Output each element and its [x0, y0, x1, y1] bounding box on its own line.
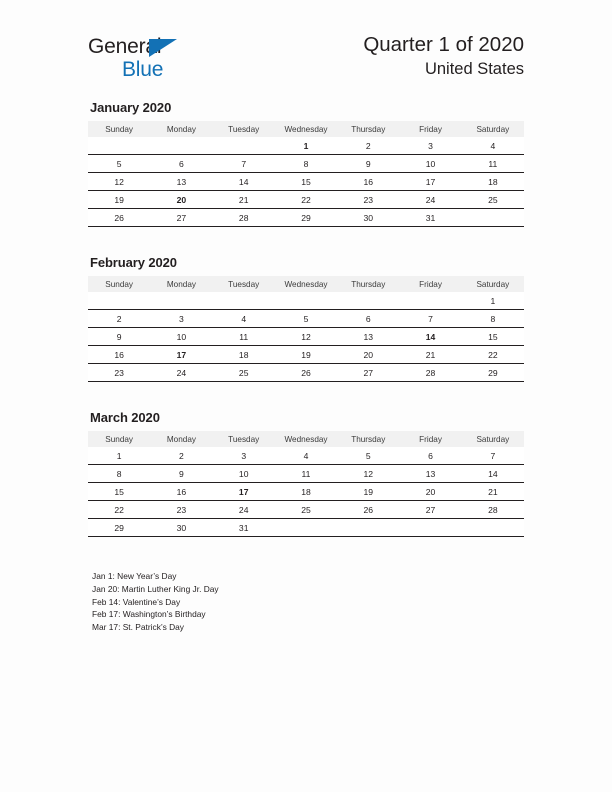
day-cell[interactable]: 17 [399, 173, 461, 191]
day-cell[interactable]: 18 [213, 346, 275, 364]
calendar-week-row [88, 465, 524, 483]
day-cell[interactable]: 30 [337, 209, 399, 227]
weekday-header-friday: Friday [399, 276, 461, 292]
day-cell[interactable]: 14 [462, 465, 524, 483]
day-cell[interactable]: 10 [213, 465, 275, 483]
day-cell-empty [213, 292, 275, 310]
day-cell[interactable]: 29 [462, 364, 524, 382]
day-cell[interactable]: 13 [337, 328, 399, 346]
weekday-header-monday: Monday [150, 276, 212, 292]
calendar-head [88, 431, 524, 447]
day-cell[interactable]: 9 [337, 155, 399, 173]
calendar-week-row [88, 501, 524, 519]
day-cell[interactable]: 18 [275, 483, 337, 501]
day-cell[interactable]: 27 [399, 501, 461, 519]
day-cell-holiday[interactable]: 14 [399, 328, 461, 346]
weekday-header-thursday: Thursday [337, 276, 399, 292]
day-cell[interactable]: 5 [275, 310, 337, 328]
day-cell-empty [462, 519, 524, 537]
day-cell[interactable]: 2 [150, 447, 212, 465]
calendar-week-row [88, 447, 524, 465]
day-cell[interactable]: 31 [399, 209, 461, 227]
day-cell[interactable]: 20 [399, 483, 461, 501]
title-block [363, 32, 524, 80]
page-header [88, 32, 524, 90]
calendar-week-row [88, 519, 524, 537]
day-cell[interactable]: 25 [213, 364, 275, 382]
month-title: February 2020 [90, 255, 177, 270]
day-cell[interactable]: 5 [88, 155, 150, 173]
calendar-body [88, 137, 524, 227]
weekday-header-monday: Monday [150, 121, 212, 137]
calendar-week-row [88, 209, 524, 227]
calendar-week-row [88, 364, 524, 382]
day-cell[interactable]: 29 [275, 209, 337, 227]
calendar-week-row [88, 137, 524, 155]
day-cell[interactable]: 26 [88, 209, 150, 227]
day-cell[interactable]: 18 [462, 173, 524, 191]
calendar-table [88, 276, 524, 382]
page-subtitle: United States [424, 60, 524, 78]
month-title: January 2020 [90, 100, 172, 115]
weekday-header-monday: Monday [150, 431, 212, 447]
day-cell[interactable]: 15 [275, 173, 337, 191]
day-cell[interactable]: 9 [88, 328, 150, 346]
day-cell[interactable]: 12 [88, 173, 150, 191]
calendar-body [88, 292, 524, 382]
day-cell[interactable]: 25 [275, 501, 337, 519]
day-cell[interactable]: 21 [399, 346, 461, 364]
day-cell-holiday[interactable]: 1 [275, 137, 337, 155]
weekday-header-tuesday: Tuesday [213, 121, 275, 137]
day-cell[interactable]: 11 [275, 465, 337, 483]
logo-word-blue: Blue [122, 58, 164, 81]
weekday-header-sunday: Sunday [88, 431, 150, 447]
weekday-header-sunday: Sunday [88, 121, 150, 137]
calendar-week-row [88, 310, 524, 328]
calendar-table [88, 431, 524, 537]
day-cell[interactable]: 24 [213, 501, 275, 519]
legend-item: Mar 17: St. Patrick’s Day [92, 622, 184, 633]
day-cell[interactable]: 14 [213, 173, 275, 191]
day-cell[interactable]: 4 [213, 310, 275, 328]
calendar-week-row [88, 346, 524, 364]
day-cell-empty [88, 292, 150, 310]
day-cell[interactable]: 24 [150, 364, 212, 382]
legend-item: Jan 1: New Year’s Day [92, 571, 177, 581]
day-cell[interactable]: 30 [150, 519, 212, 537]
day-cell[interactable]: 26 [337, 501, 399, 519]
day-cell[interactable]: 10 [399, 155, 461, 173]
day-cell[interactable]: 3 [399, 137, 461, 155]
weekday-header-saturday: Saturday [462, 121, 524, 137]
day-cell-empty [275, 292, 337, 310]
page-title: Quarter 1 of 2020 [363, 33, 524, 56]
logo-word-general: General [88, 35, 162, 58]
month-title: March 2020 [90, 410, 160, 425]
day-cell[interactable]: 7 [462, 447, 524, 465]
weekday-header-wednesday: Wednesday [275, 431, 337, 447]
day-cell[interactable]: 19 [275, 346, 337, 364]
weekday-header-wednesday: Wednesday [275, 276, 337, 292]
day-cell-holiday[interactable]: 17 [213, 483, 275, 501]
day-cell[interactable]: 5 [337, 447, 399, 465]
month-block-january [88, 100, 524, 227]
day-cell[interactable]: 19 [88, 191, 150, 209]
day-cell[interactable]: 28 [213, 209, 275, 227]
day-cell[interactable]: 16 [150, 483, 212, 501]
calendar-body [88, 447, 524, 537]
weekday-header-row [88, 121, 524, 137]
day-cell[interactable]: 11 [213, 328, 275, 346]
day-cell[interactable]: 28 [399, 364, 461, 382]
day-cell[interactable]: 11 [462, 155, 524, 173]
calendar-head [88, 276, 524, 292]
weekday-header-saturday: Saturday [462, 431, 524, 447]
day-cell[interactable]: 1 [462, 292, 524, 310]
calendar-week-row [88, 483, 524, 501]
day-cell[interactable]: 28 [462, 501, 524, 519]
day-cell[interactable]: 15 [462, 328, 524, 346]
calendar-head [88, 121, 524, 137]
day-cell[interactable]: 12 [337, 465, 399, 483]
day-cell-empty [150, 137, 212, 155]
day-cell[interactable]: 22 [462, 346, 524, 364]
weekday-header-row [88, 431, 524, 447]
holiday-legend [92, 570, 392, 634]
day-cell[interactable]: 16 [88, 346, 150, 364]
day-cell-empty [337, 519, 399, 537]
weekday-header-thursday: Thursday [337, 431, 399, 447]
day-cell[interactable]: 24 [399, 191, 461, 209]
day-cell-empty [88, 137, 150, 155]
day-cell[interactable]: 12 [275, 328, 337, 346]
calendar-week-row [88, 292, 524, 310]
day-cell[interactable]: 4 [275, 447, 337, 465]
day-cell[interactable]: 13 [150, 173, 212, 191]
day-cell[interactable]: 23 [337, 191, 399, 209]
day-cell[interactable]: 21 [213, 191, 275, 209]
day-cell[interactable]: 10 [150, 328, 212, 346]
weekday-header-row [88, 276, 524, 292]
weekday-header-wednesday: Wednesday [275, 121, 337, 137]
day-cell[interactable]: 3 [213, 447, 275, 465]
weekday-header-friday: Friday [399, 431, 461, 447]
weekday-header-saturday: Saturday [462, 276, 524, 292]
day-cell[interactable]: 7 [399, 310, 461, 328]
calendar-week-row [88, 191, 524, 209]
day-cell[interactable]: 27 [337, 364, 399, 382]
legend-item: Jan 20: Martin Luther King Jr. Day [92, 583, 219, 594]
day-cell-empty [275, 519, 337, 537]
day-cell-empty [399, 292, 461, 310]
general-blue-logo [88, 36, 268, 84]
day-cell-empty [213, 137, 275, 155]
weekday-header-tuesday: Tuesday [213, 431, 275, 447]
day-cell-empty [462, 209, 524, 227]
day-cell-holiday[interactable]: 20 [150, 191, 212, 209]
legend-item: Feb 14: Valentine’s Day [92, 596, 181, 607]
weekday-header-thursday: Thursday [337, 121, 399, 137]
day-cell[interactable]: 2 [88, 310, 150, 328]
day-cell[interactable]: 16 [337, 173, 399, 191]
calendar-table [88, 121, 524, 227]
weekday-header-tuesday: Tuesday [213, 276, 275, 292]
day-cell[interactable]: 8 [88, 465, 150, 483]
weekday-header-sunday: Sunday [88, 276, 150, 292]
day-cell[interactable]: 22 [88, 501, 150, 519]
day-cell[interactable]: 13 [399, 465, 461, 483]
day-cell[interactable]: 8 [275, 155, 337, 173]
day-cell[interactable]: 6 [399, 447, 461, 465]
calendar-week-row [88, 173, 524, 191]
day-cell[interactable]: 26 [275, 364, 337, 382]
day-cell[interactable]: 25 [462, 191, 524, 209]
day-cell-empty [337, 292, 399, 310]
day-cell[interactable]: 6 [337, 310, 399, 328]
day-cell[interactable]: 20 [337, 346, 399, 364]
day-cell[interactable]: 6 [150, 155, 212, 173]
day-cell[interactable]: 8 [462, 310, 524, 328]
day-cell[interactable]: 2 [337, 137, 399, 155]
legend-item: Feb 17: Washington’s Birthday [92, 609, 206, 620]
day-cell-empty [150, 292, 212, 310]
day-cell[interactable]: 15 [88, 483, 150, 501]
day-cell[interactable]: 9 [150, 465, 212, 483]
day-cell-empty [399, 519, 461, 537]
weekday-header-friday: Friday [399, 121, 461, 137]
logo-triangle-icon [149, 39, 177, 57]
month-block-march [88, 410, 524, 537]
month-block-february [88, 255, 524, 382]
day-cell[interactable]: 23 [88, 364, 150, 382]
day-cell[interactable]: 1 [88, 447, 150, 465]
day-cell[interactable]: 4 [462, 137, 524, 155]
day-cell[interactable]: 31 [213, 519, 275, 537]
day-cell[interactable]: 3 [150, 310, 212, 328]
day-cell[interactable]: 7 [213, 155, 275, 173]
day-cell[interactable]: 19 [337, 483, 399, 501]
day-cell-holiday[interactable]: 17 [150, 346, 212, 364]
calendar-week-row [88, 328, 524, 346]
day-cell[interactable]: 23 [150, 501, 212, 519]
calendar-week-row [88, 155, 524, 173]
day-cell[interactable]: 21 [462, 483, 524, 501]
day-cell[interactable]: 29 [88, 519, 150, 537]
day-cell[interactable]: 22 [275, 191, 337, 209]
day-cell[interactable]: 27 [150, 209, 212, 227]
